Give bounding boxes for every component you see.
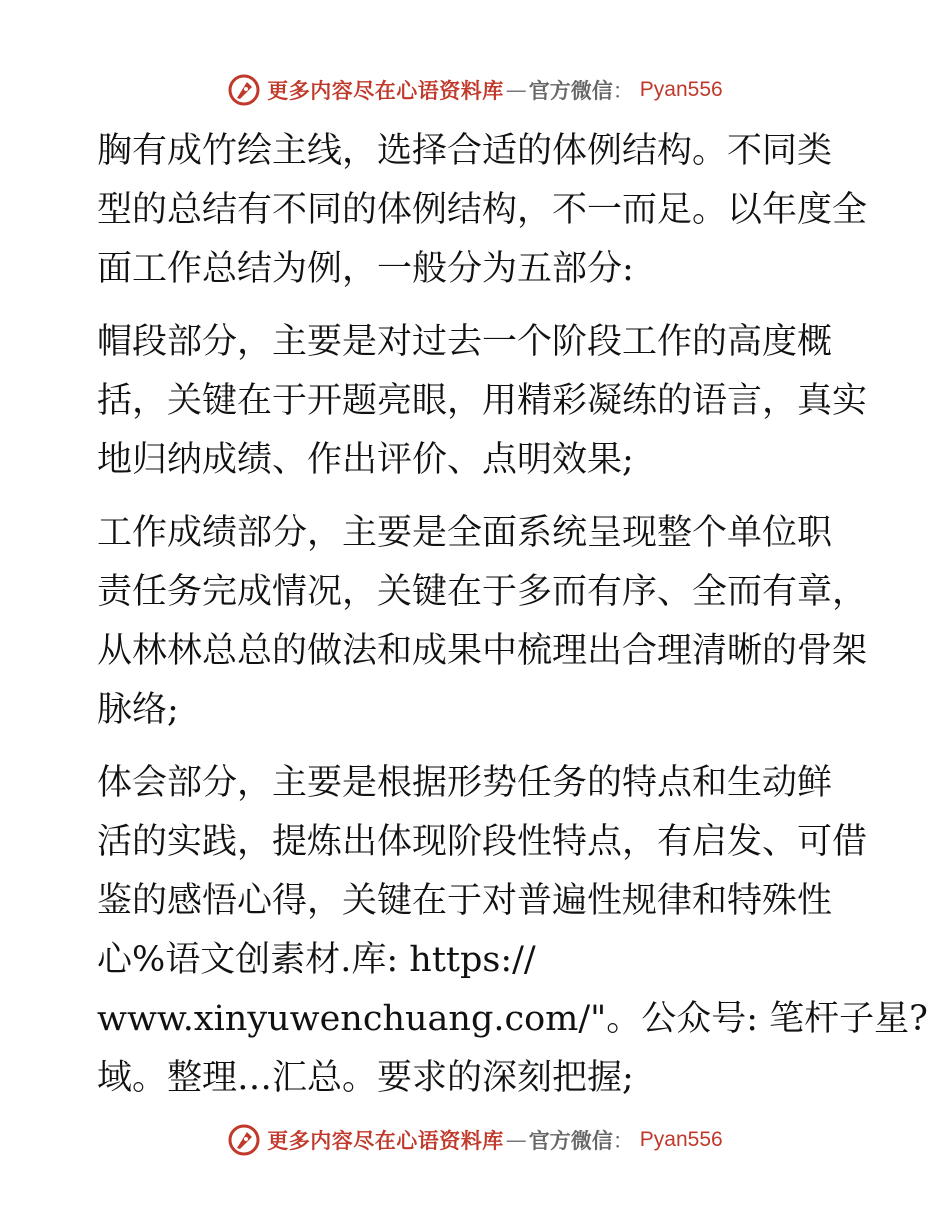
text-line: 括，关键在于开题亮眼，用精彩凝练的语言，真实	[97, 381, 868, 421]
text-line: 体会部分，主要是根据形势任务的特点和生动鲜	[97, 763, 833, 803]
banner-title: 更多内容尽在心语资料库	[267, 1129, 504, 1153]
text-line: 鉴的感悟心得，关键在于对普遍性规律和特殊性	[97, 881, 833, 921]
text-line: 脉络;	[97, 690, 179, 730]
pen-nib-circle-icon	[227, 1123, 261, 1157]
text-line: 活的实践，提炼出体现阶段性特点，有启发、可借	[97, 822, 868, 862]
text-line: 责任务完成情况，关键在于多而有序、全而有章，	[97, 572, 868, 612]
banner-wechat-label: 官方微信	[528, 79, 613, 103]
banner-wechat-label: 官方微信	[528, 1129, 613, 1153]
paragraph	[97, 754, 928, 1108]
text-line: 面工作总结为例，一般分为五部分:	[97, 249, 634, 289]
banner-wechat-id: Pyan556	[639, 78, 723, 101]
text-line: 地归纳成绩、作出评价、点明效果;	[97, 440, 634, 480]
paragraph	[97, 122, 868, 299]
footer-banner	[0, 1118, 950, 1162]
paragraph	[97, 504, 868, 740]
banner-dash: —	[505, 1128, 527, 1152]
text-line: 域。整理…汇总。要求的深刻把握;	[97, 1058, 634, 1098]
banner-colon: ：	[612, 79, 634, 103]
banner-colon: ：	[612, 1129, 634, 1153]
banner-title: 更多内容尽在心语资料库	[267, 79, 504, 103]
paragraph	[97, 313, 868, 490]
text-line: www.xinyuwenchuang.com/"。公众号: 笔杆子星?	[97, 999, 928, 1039]
banner-dash: —	[505, 78, 527, 102]
text-line: 型的总结有不同的体例结构，不一而足。以年度全	[97, 190, 868, 230]
pen-nib-circle-icon	[227, 73, 261, 107]
text-line: 胸有成竹绘主线，选择合适的体例结构。不同类	[97, 131, 833, 171]
banner-wechat-id: Pyan556	[639, 1128, 723, 1151]
text-line: 心%语文创素材.库: https://	[97, 940, 536, 980]
text-line: 帽段部分，主要是对过去一个阶段工作的高度概	[97, 322, 833, 362]
document-body	[97, 122, 928, 1122]
header-banner	[0, 68, 950, 112]
text-line: 工作成绩部分，主要是全面系统呈现整个单位职	[97, 513, 833, 553]
text-line: 从林林总总的做法和成果中梳理出合理清晰的骨架	[97, 631, 868, 671]
